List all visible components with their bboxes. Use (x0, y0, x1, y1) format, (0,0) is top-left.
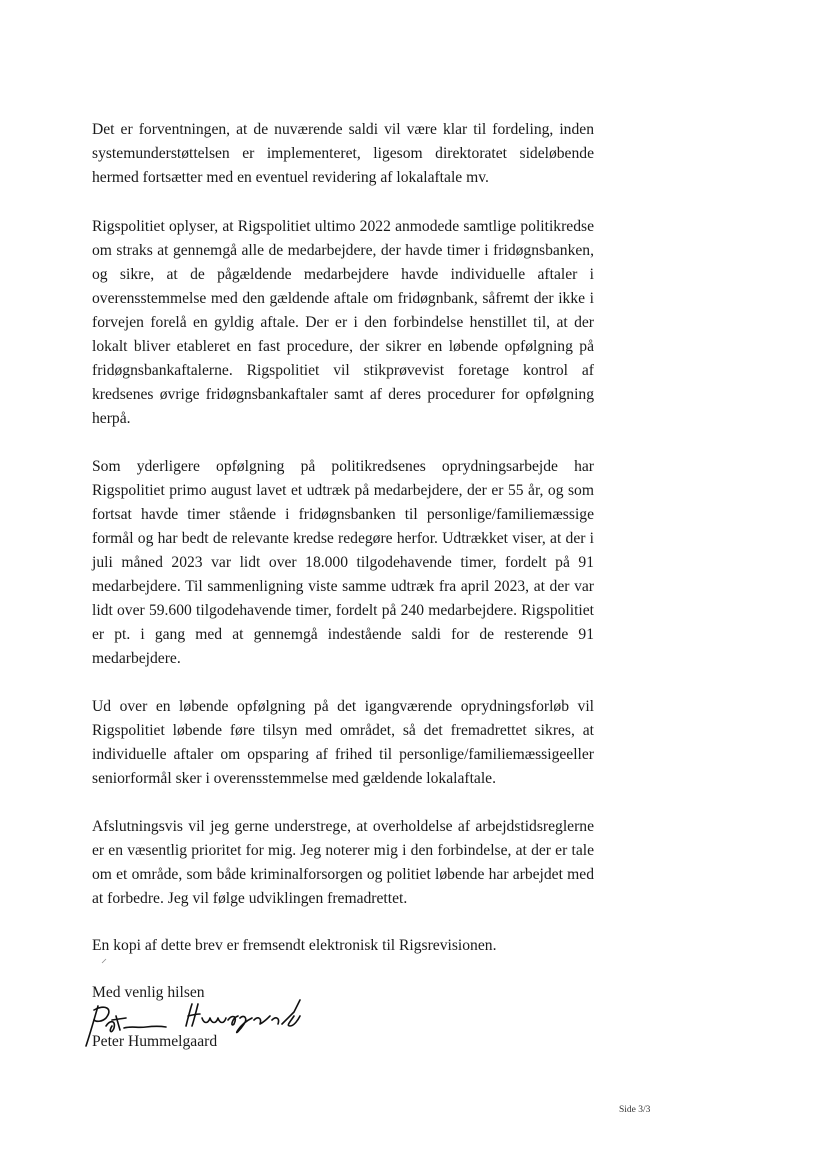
paragraph-3: Som yderligere opfølgning på politikredsenes oprydningsarbejde har Rigspolitiet primo august lavet et udtræk på medarbejdere, der er 55 år, og som fortsat havde timer stående i fridøgnsbanken til personlige/familiemæssige formål og har bedt de relevante kredse redegøre herfor. Udtrækket viser, at der i juli måned 2023 var lidt over 18.000 tilgodehavende timer, fordelt på 91 medarbejdere. Til sammenligning viste samme udtræk fra april 2023, at der var lidt over 59.600 tilgodehavende timer, fordelt på 240 medarbejdere. Rigspolitiet er pt. i gang med at gennemgå indestående saldi for de resterende 91 medarbejdere. (92, 458, 594, 667)
signer-name: Peter Hummelgaard (92, 1033, 218, 1050)
page-number: Side 3/3 (619, 1105, 651, 1115)
paragraph-5: Afslutningsvis vil jeg gerne understrege, at overholdelse af arbejdstidsreglerne er en væsentlig prioritet for mig. Jeg noterer mig i den forbindelse, at der er tale om et område, som både kriminalforsorgen og politiet løbende har arbejdet med at forbedre. Jeg vil følge udviklingen fremadrettet. (92, 818, 594, 907)
paragraph-1: Det er forventningen, at de nuværende saldi vil være klar til fordeling, inden systemunderstøttelsen er implementeret, ligesom direktoratet sideløbende hermed fortsætter med en eventuel revidering af lokalaftale mv. (92, 121, 594, 186)
paragraph-6: En kopi af dette brev er fremsendt elektronisk til Rigsrevisionen. (92, 937, 497, 954)
stray-pen-mark (101, 958, 107, 964)
paragraph-2: Rigspolitiet oplyser, at Rigspolitiet ultimo 2022 anmodede samtlige politikredse om straks at gennemgå alle de medarbejdere, der havde timer i fridøgnsbanken, og sikre, at de pågældende medarbejdere havde individuelle aftaler i overensstemmelse med den gældende aftale om fridøgnbank, såfremt der ikke i forvejen forelå en gyldig aftale. Der er i den forbindelse henstillet til, at der lokalt bliver etableret en fast procedure, der sikrer en løbende opfølgning på fridøgnsbankaftalerne. Rigspolitiet vil stikprøvevist foretage kontrol af kredsenes øvrige fridøgnsbankaftaler samt af deres procedurer for opfølgning herpå. (92, 218, 594, 427)
closing-salutation: Med venlig hilsen (92, 984, 205, 1001)
paragraph-4: Ud over en løbende opfølgning på det igangværende oprydningsforløb vil Rigspolitiet løbende føre tilsyn med området, så det fremadrettet sikres, at individuelle aftaler om opsparing af frihed til personlige/familiemæssigeeller seniorformål sker i overensstemmelse med gældende lokalaftale. (92, 698, 594, 787)
